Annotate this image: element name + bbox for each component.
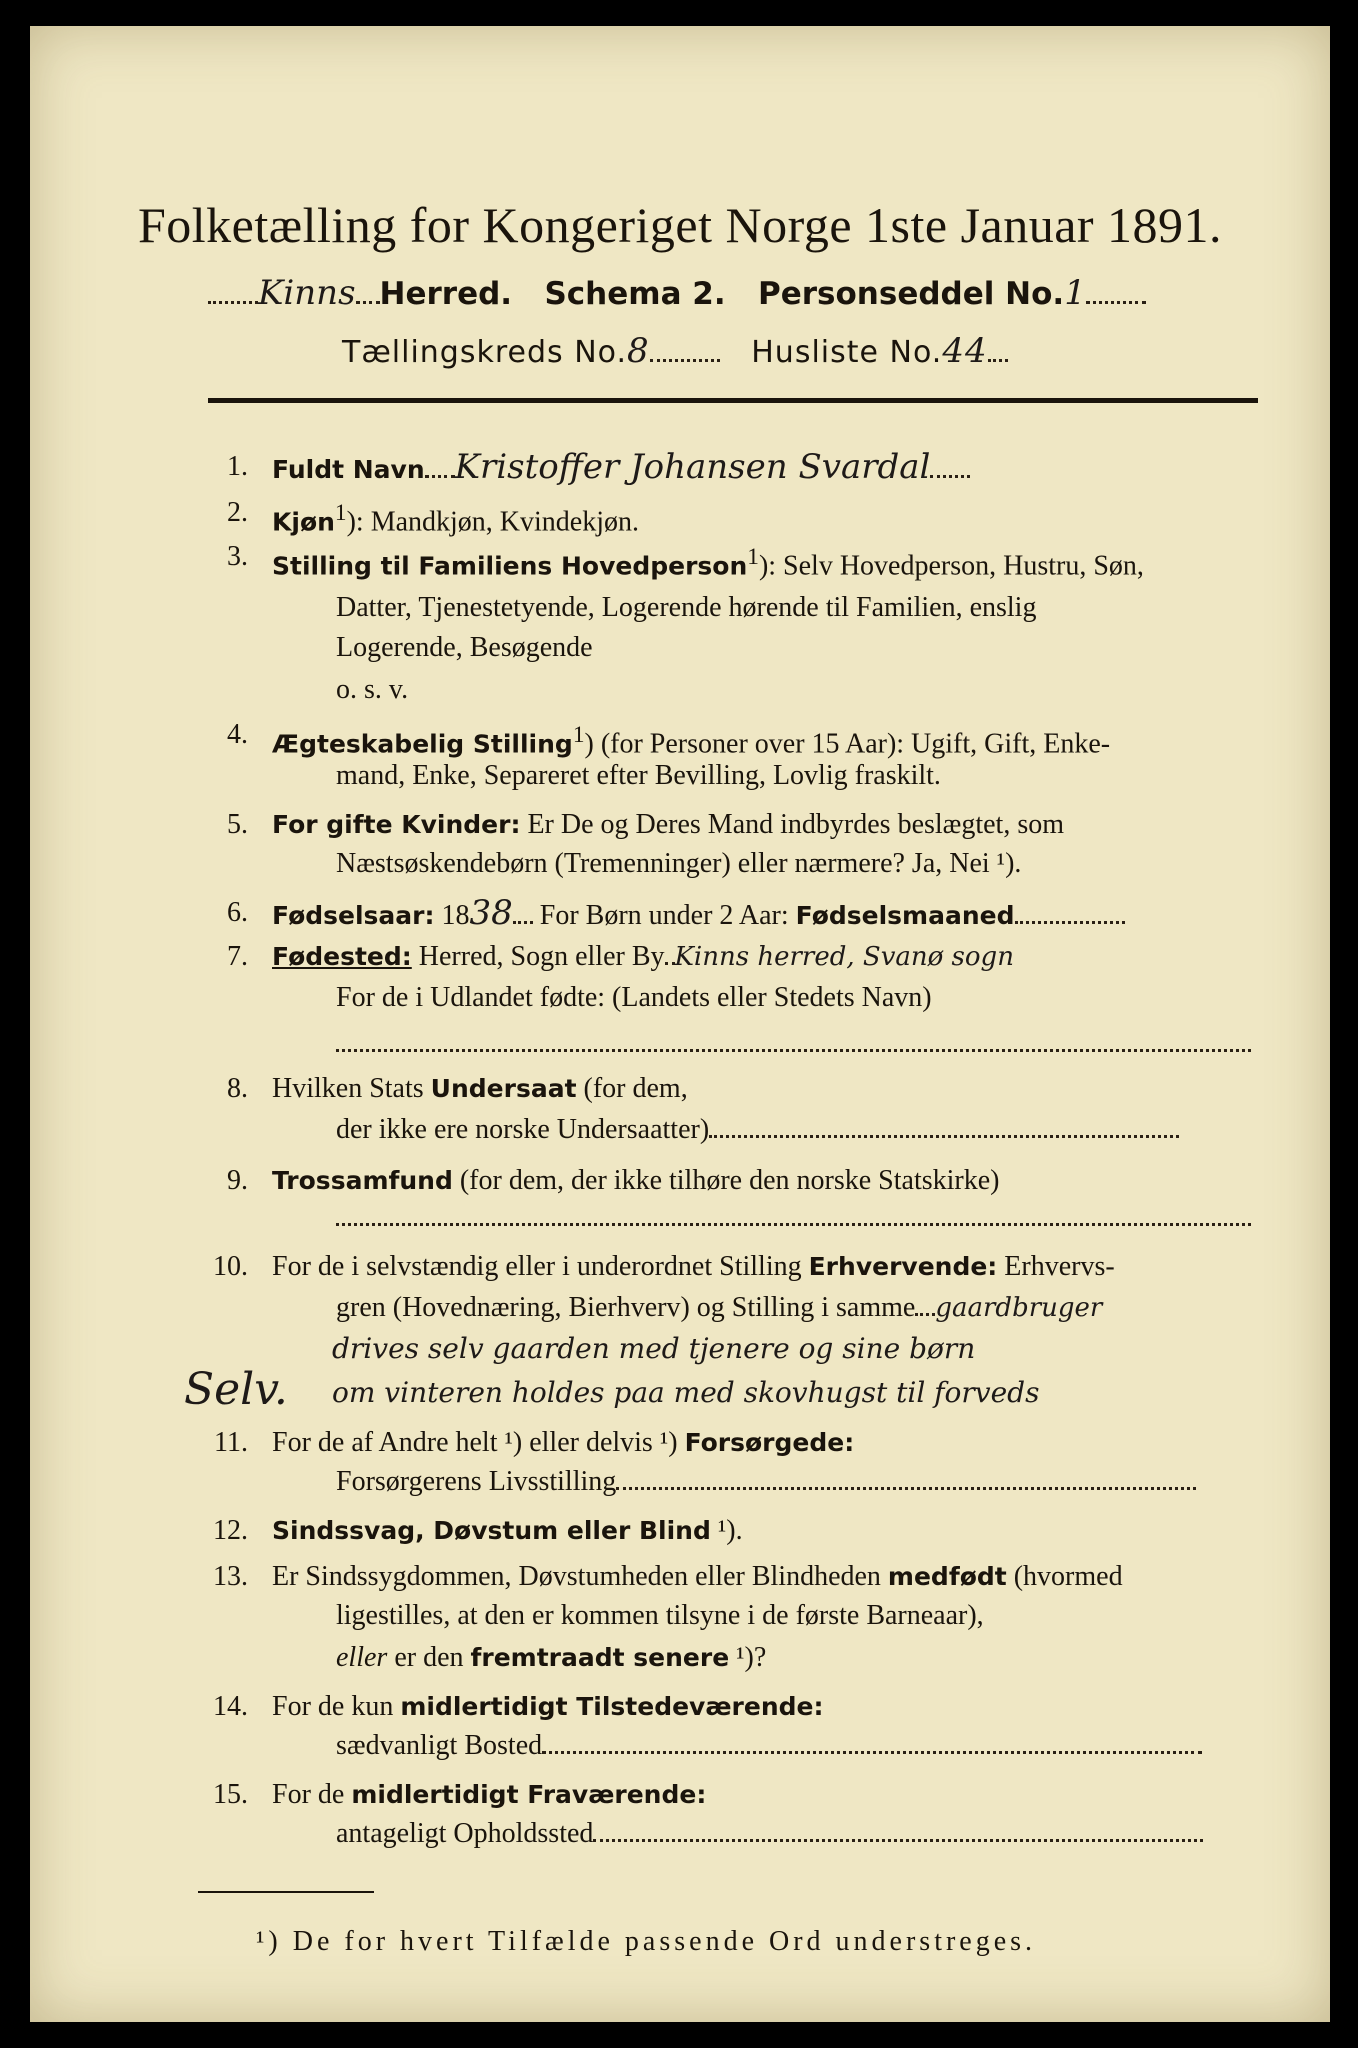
q15-text: For de (272, 1779, 352, 1810)
personseddel-label: Personseddel No. (758, 276, 1065, 312)
q7-label: Fødested: (272, 942, 412, 971)
q13-label: medfødt (887, 1562, 1007, 1591)
q10-label: Erhvervende: (808, 1252, 998, 1281)
q9-text: (for dem, der ikke tilhøre den norske Statskirke) (452, 1165, 1000, 1196)
q4-cont1: mand, Enke, Separeret efter Bevilling, Lovlig fraskilt. (336, 760, 941, 791)
q6-label2: Fødselsmaaned (795, 901, 1015, 930)
q5-text: Er De og Deres Mand indbyrdes beslægtet, som (520, 809, 1065, 840)
q2-number: 2. (227, 497, 248, 528)
q7-dotted-line (336, 1028, 1251, 1060)
q1-number: 1. (227, 451, 248, 482)
q2-label: Kjøn (272, 507, 335, 537)
q8-label: Undersaat (430, 1074, 577, 1103)
q8-number: 8. (227, 1073, 248, 1104)
q12-number: 12. (213, 1515, 248, 1546)
q7-number: 7. (227, 941, 248, 972)
husliste-label: Husliste No. (751, 335, 943, 370)
herred-name-handwritten: Kinns (258, 273, 356, 313)
q12-label: Sindssvag, Døvstum eller Blind (272, 1516, 711, 1545)
taellingskreds-line (342, 331, 1008, 371)
herred-label: Herred. (379, 276, 513, 312)
q3-label: Stilling til Familiens Hovedperson (272, 551, 748, 581)
footnote-rule (198, 1891, 374, 1893)
q6-label: Fødselsaar: (272, 901, 435, 930)
q14-text: For de kun (272, 1691, 401, 1722)
q11-number: 11. (214, 1427, 248, 1458)
q15-cont1: antageligt Opholdssted (336, 1818, 1203, 1850)
margin-note-handwritten: Selv. (184, 1364, 288, 1415)
q3-cont1: Datter, Tjenestetyende, Logerende hørende til Familien, enslig (336, 592, 1037, 623)
q10-number: 10. (213, 1251, 248, 1282)
q13-number: 13. (213, 1561, 248, 1592)
q5-cont1: Næstsøskendebørn (Tremenninger) eller nærmere? Ja, Nei ¹). (336, 848, 1022, 879)
q7-text: Herred, Sogn eller By (411, 941, 665, 972)
footnote: ¹) De for hvert Tilfælde passende Ord understreges. (256, 1926, 1037, 1957)
q3-number: 3. (227, 541, 248, 572)
q8-text: Hvilken Stats (272, 1073, 431, 1104)
q11-label: Forsørgede: (684, 1428, 855, 1457)
q10-cont1: gren (Hovednæring, Bierhverv) og Stilling i samme gaardbruger (336, 1292, 1103, 1323)
header-rule (208, 398, 1258, 403)
q9-dotted-line (336, 1202, 1251, 1234)
q10-text2: Erhvervs- (997, 1251, 1115, 1282)
q1-answer-handwritten: Kristoffer Johansen Svardal (454, 447, 931, 487)
q10-answer3-handwritten: om vinteren holdes paa med skovhugst til forveds (332, 1376, 1040, 1409)
q14-label: midlertidigt Tilstedeværende: (400, 1692, 824, 1721)
personseddel-number: 1 (1064, 273, 1086, 313)
q8-cont1: der ikke ere norske Undersaatter) (336, 1114, 1179, 1146)
census-form-sheet: Folketælling for Kongeriget Norge 1ste Januar 1891. Kinns Herred. Schema 2. Personseddel No.1 Tællingskreds No.8 Husliste No.44 1. Fuldt Navn Kristoffer Johansen Svardal 2. Kjøn$^1$): Mandkjøn, Kvindekjøn. 3. Stilling til Familiens Hovedperson$^1$): Selv Hovedperson, Hustru, Søn, Datter, Tjenestetyende, Logerende hørende til Familien, enslig Logerende, Besøgende o. s. v. 4. Ægteskabelig Stilling$^1$) (for Personer over 15 Aar): Ugift, Gift, Enke- mand, Enke, Separeret efter Bevilling, Lovlig fraskilt. 5. For gifte Kvinder: Er De og Deres Mand indbyrdes beslægtet, som Næstsøskendebørn (Tremenninger) eller nærmere? Ja, Nei ¹). 6. Fødselsaar: 1838 For Børn under 2 Aar: Fødselsmaaned 7. Fødested: Herred, Sogn eller By Kinns herred, Svanø sogn For de i Udlandet fødte: (Landets eller Stedets Navn) 8. Hvilken Stats Undersaat (for dem, der ikke ere norske Undersaatter) 9. Trossamfund (for dem, der ikke tilhøre den norske Statskirke) 10. For de i selvstændig eller i underordnet Stilling Erhvervende: Erhvervs- gren (Hovednæring, Bierhverv) og Stilling i samme gaardbruger drives selv gaarden med tjenere og sine børn om vinteren holdes paa med skovhugst til forveds Selv. 11. For de af Andre helt ¹) eller delvis ¹) Forsørgede: Forsørgerens Livsstilling 12. Sindssvag, Døvstum eller Blind ¹). 13. Er Sindssygdommen, Døvstumheden eller Blindheden medfødt (hvormed ligestilles, at den er kommen tilsyne i de første Barneaar), eller er den fremtraadt senere ¹)? 14. For de kun midlertidigt Tilstedeværende: sædvanligt Bosted 15. For de midlertidigt Fraværende: antageligt Opholdssted ¹) De for hvert Tilfælde passende Ord understreges. (30, 26, 1330, 2022)
q13-text2: (hvormed (1006, 1561, 1123, 1592)
q11-cont1: Forsørgerens Livsstilling (336, 1466, 1196, 1498)
q13-text: Er Sindssygdommen, Døvstumheden eller Blindheden (272, 1561, 888, 1592)
herred-line (208, 273, 1146, 313)
q3-cont2: Logerende, Besøgende (336, 632, 593, 663)
q9-label: Trossamfund (272, 1166, 453, 1195)
taellingskreds-label: Tællingskreds No. (342, 335, 627, 370)
schema-label: Schema 2. (544, 276, 726, 312)
q7-answer-handwritten: Kinns herred, Svanø sogn (674, 942, 1014, 972)
q10-text: For de i selvstændig eller i underordnet Stilling (272, 1251, 809, 1282)
taellingskreds-number: 8 (627, 331, 650, 371)
q6-year-handwritten: 38 (469, 893, 513, 933)
q14-cont1: sædvanligt Bosted (336, 1730, 1202, 1762)
q14-number: 14. (213, 1691, 248, 1722)
q12-text: ¹). (710, 1515, 743, 1546)
q1-label: Fuldt Navn (272, 455, 425, 484)
q10-answer2-handwritten: drives selv gaarden med tjenere og sine børn (332, 1332, 976, 1365)
q3-text: ): Selv Hovedperson, Hustru, Søn, (758, 550, 1144, 582)
q3-cont3: o. s. v. (336, 674, 409, 705)
q15-label: midlertidigt Fraværende: (351, 1780, 707, 1809)
q13-cont1: ligestilles, at den er kommen tilsyne i de første Barneaar), (336, 1600, 984, 1631)
q6-text: 18 (434, 900, 470, 931)
q5-number: 5. (227, 809, 248, 840)
q10-answer1-handwritten: gaardbruger (935, 1293, 1103, 1323)
q2-text: ): Mandkjøn, Kvindekjøn. (346, 506, 640, 538)
q6-number: 6. (227, 897, 248, 928)
q4-text: ) (for Personer over 15 Aar): Ugift, Gift, Enke- (584, 728, 1111, 760)
q6-text2: For Børn under 2 Aar: (532, 900, 796, 931)
q15-number: 15. (213, 1779, 248, 1810)
q11-text: For de af Andre helt ¹) eller delvis ¹) (272, 1427, 685, 1458)
q7-cont1: For de i Udlandet fødte: (Landets eller Stedets Navn) (336, 982, 932, 1013)
q9-number: 9. (227, 1165, 248, 1196)
husliste-number: 44 (942, 331, 988, 371)
q4-number: 4. (227, 719, 248, 750)
form-title: Folketælling for Kongeriget Norge 1ste Januar 1891. (137, 197, 1223, 253)
q5-label: For gifte Kvinder: (272, 810, 521, 839)
q4-label: Ægteskabelig Stilling (272, 729, 573, 759)
q13-cont2: eller er den fremtraadt senere ¹)? (336, 1642, 767, 1673)
q8-text2: (for dem, (576, 1073, 688, 1104)
